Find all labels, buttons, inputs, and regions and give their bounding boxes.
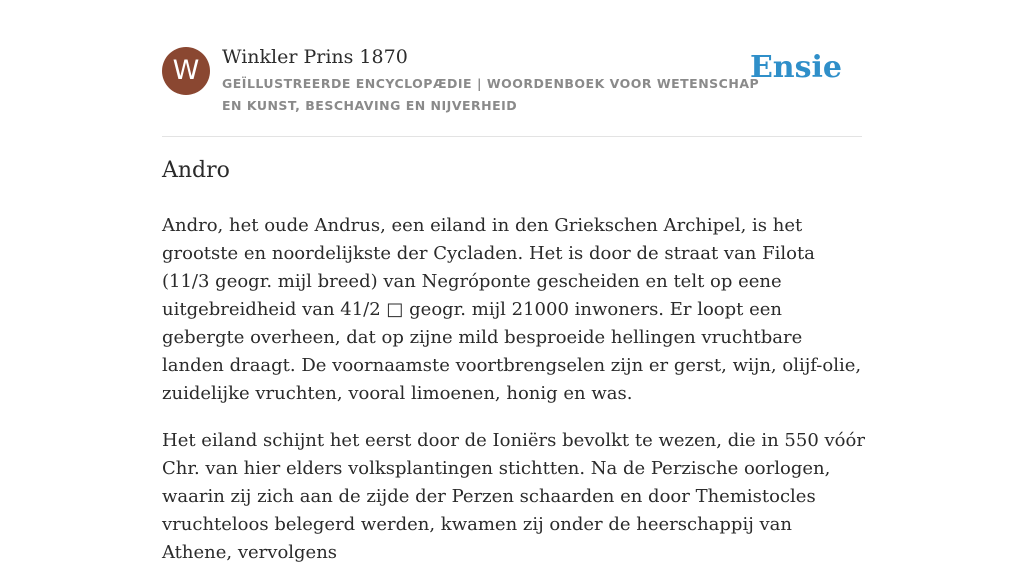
entry-paragraph: Andro, het oude Andrus, een eiland in den Griekschen Archipel, is het grootste en noordelijkste der Cycladen. Het is door de straat van Filota (11/3 geogr. mijl breed) van Negróponte gescheiden en telt op eene uitgebreidheid van 41/2 □ geogr. mijl 21000 inwoners. Er loopt een gebergte overheen, dat op zijne mild besproeide hellingen vruchtbare landen draagt. De voornaamste voortbrengselen zijn er gerst, wijn, olijf-olie, zuidelijke vruchten, vooral limoenen, honig en was. (162, 215, 862, 404)
source-avatar[interactable]: W (162, 47, 210, 95)
entry-paragraph: Het eiland schijnt het eerst door de Ioniërs bevolkt te wezen, die in 550 vóór Chr. van hier elders volksplantingen stichtten. Na de Perzische oorlogen, waarin zij zich aan de zijde der Perzen schaarden en door Themistocles vruchteloos belegerd werden, kwamen zij onder de heerschappij van Athene, vervolgens (162, 430, 865, 563)
source-subtitle: GEÏLLUSTREERDE ENCYCLOPÆDIE | WOORDENBOEK VOOR WETENSCHAP EN KUNST, BESCHAVING EN NIJVERHEID (222, 76, 760, 113)
ensie-logo[interactable]: Ensie (749, 50, 842, 85)
entry-content (162, 212, 866, 586)
source-title[interactable]: Winkler Prins 1870 (222, 46, 408, 68)
source-header (162, 44, 862, 137)
entry-title: Andro (162, 158, 230, 183)
